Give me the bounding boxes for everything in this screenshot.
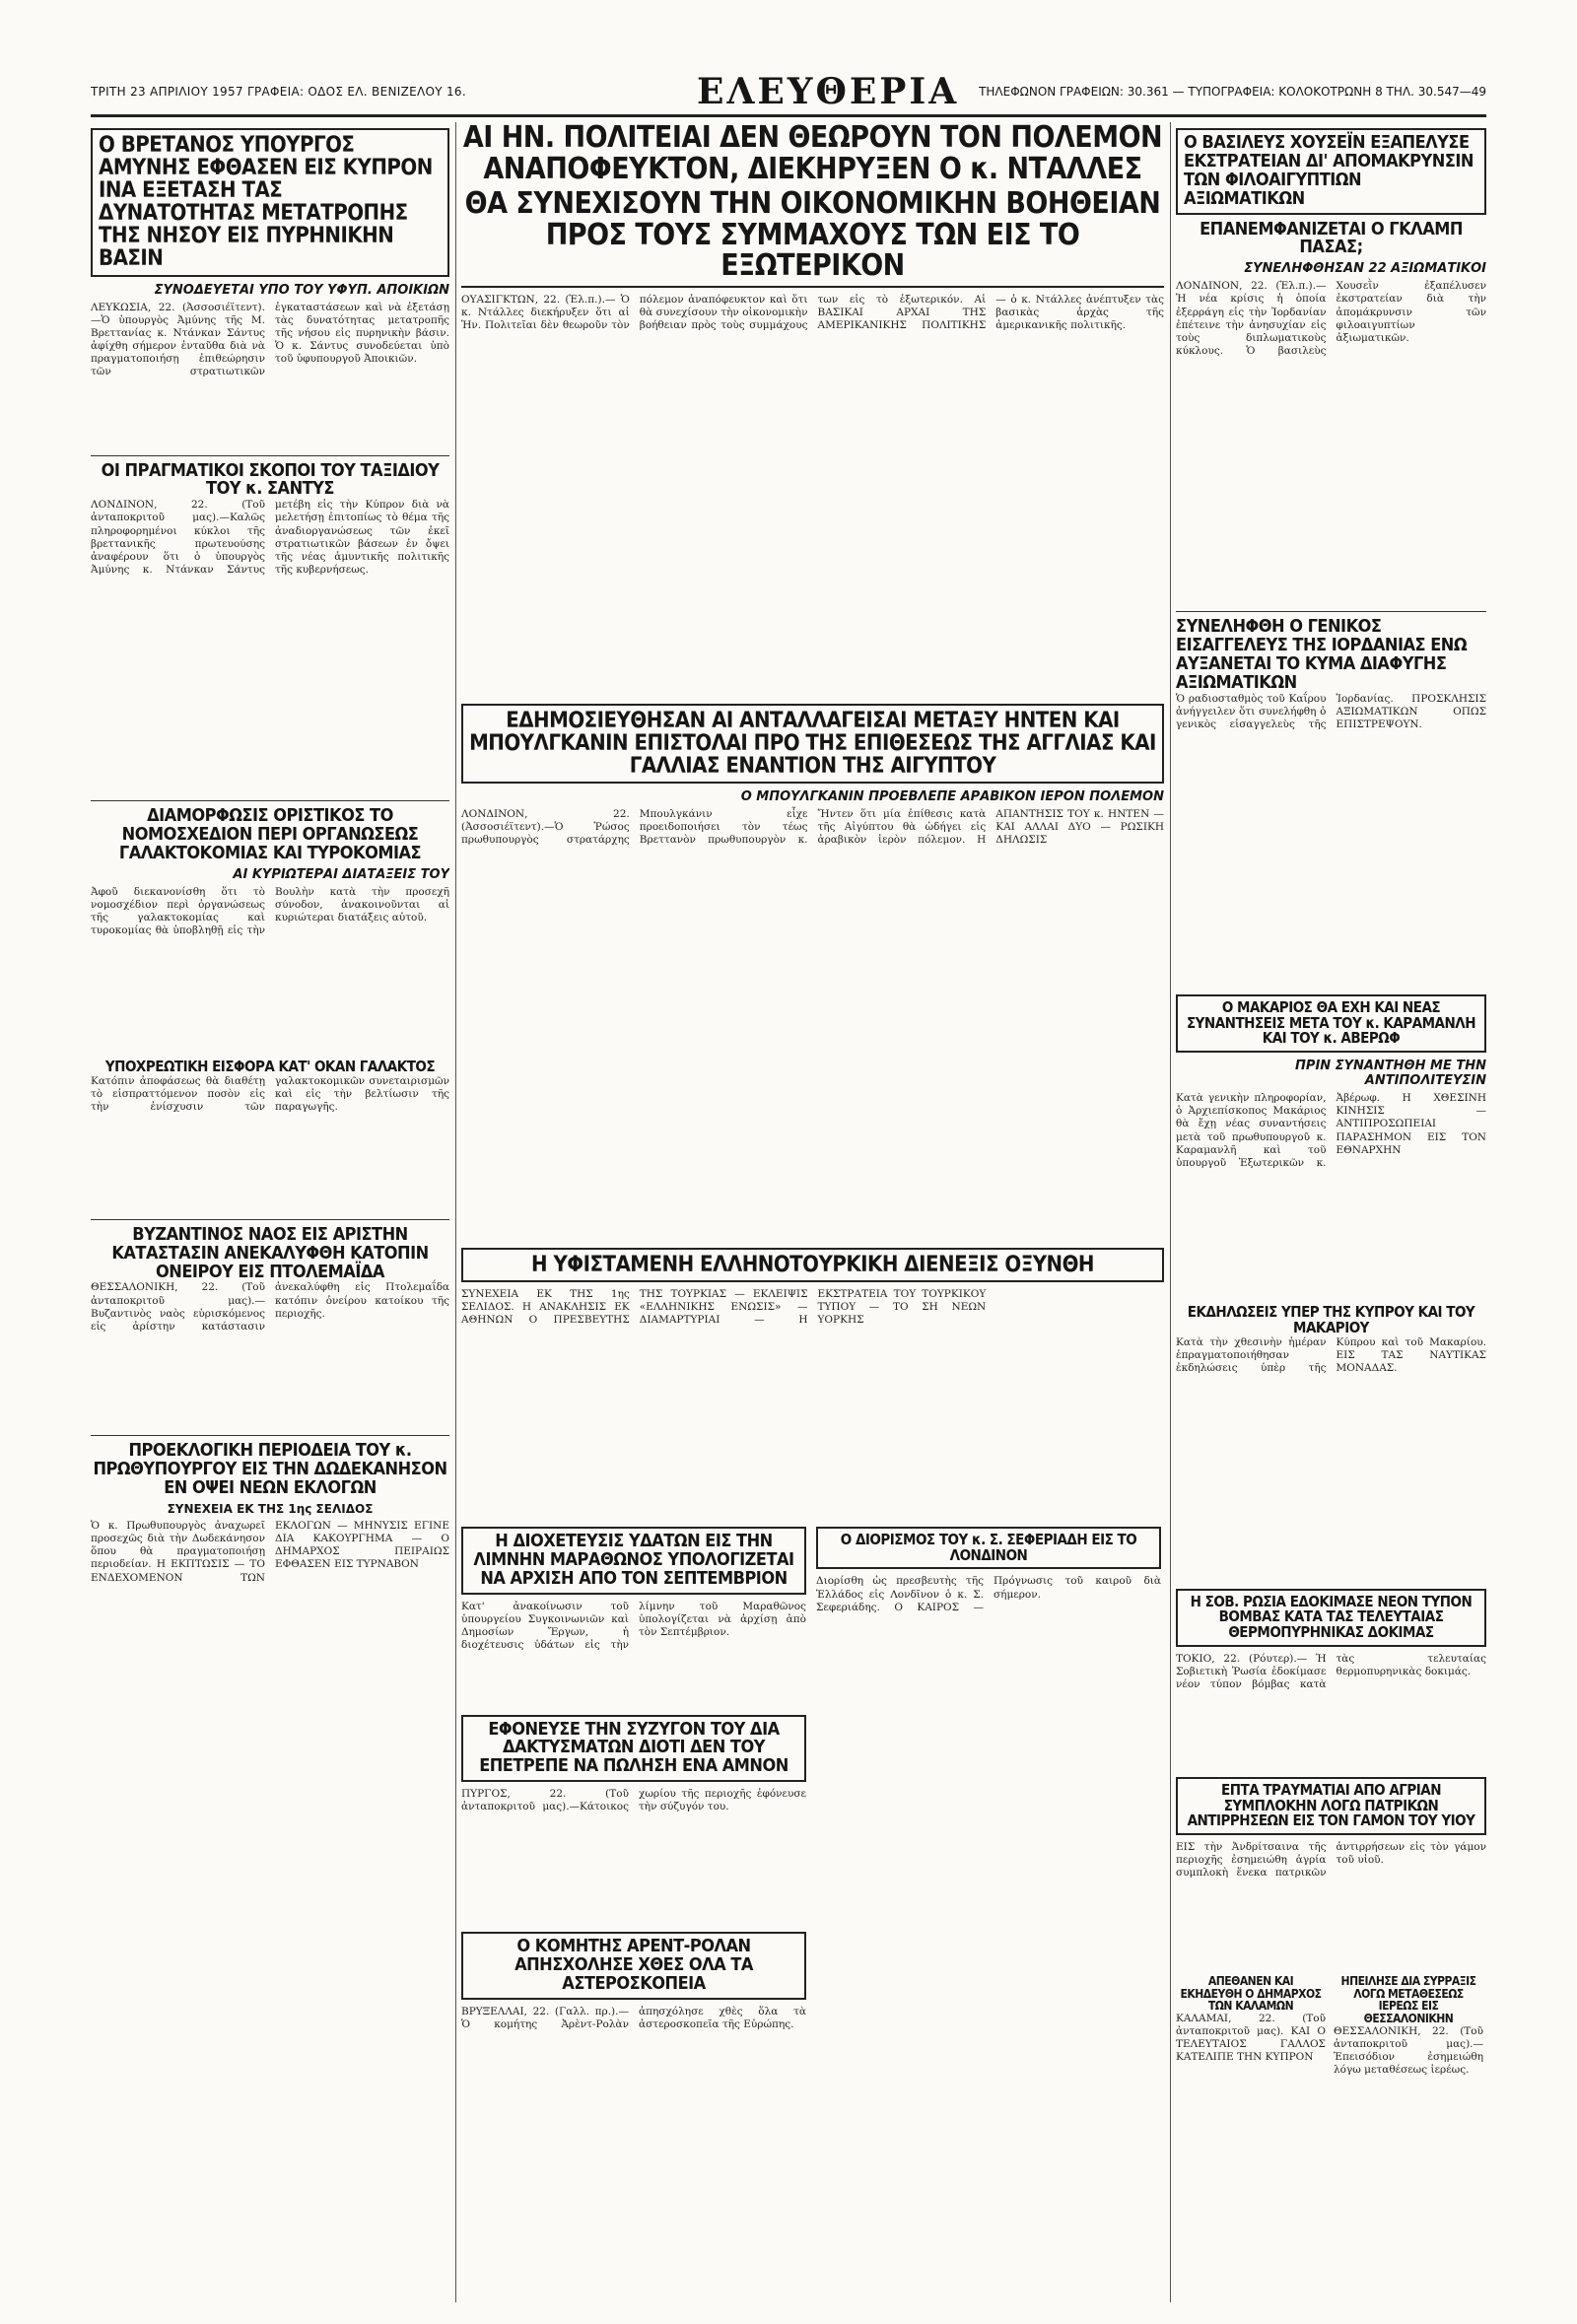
column-right — [1176, 122, 1486, 2302]
article-body: Κατόπιν ἀποφάσεως θὰ διαθέτῃ τὸ εἰσπραττόμενον ποσὸν εἰς τὴν ἐνίσχυσιν τῶν γαλακτοκομικῶν συνεταιρισμῶν καὶ εἰς τὴν βελτίωσιν τῆς παραγωγῆς. — [91, 1074, 449, 1114]
headline: Η ΔΙΟΧΕΤΕΥΣΙΣ ΥΔΑΤΩΝ ΕΙΣ ΤΗΝ ΛΙΜΝΗΝ ΜΑΡΑΘΩΝΟΣ ΥΠΟΛΟΓΙΖΕΤΑΙ ΝΑ ΑΡΧΙΣΗ ΑΠΟ ΤΟΝ ΣΕΠΤΕΜΒΡΙΟΝ — [473, 1530, 794, 1589]
subheadline: ΣΥΝΕΛΗΦΘΗΣΑΝ 22 ΑΞΙΩΜΑΤΙΚΟΙ — [1244, 261, 1486, 277]
headline: ΕΚΔΗΛΩΣΕΙΣ ΥΠΕΡ ΤΗΣ ΚΥΠΡΟΥ ΚΑΙ ΤΟΥ ΜΑΚΑΡΙΟΥ — [1187, 1303, 1475, 1336]
sub-column-left — [1176, 1975, 1326, 2162]
article-body: ΛΟΝΔΙΝΟΝ, 22. (Τοῦ ἀνταποκριτοῦ μας).—Καλῶς πληροφορημένοι κύκλοι τῆς βρεττανικῆς πρωτευούσης ἀναφέρουν ὅτι ὁ ὑπουργὸς Ἀμύνης κ. Ντάνκαν Σάντυς μετέβη εἰς τὴν Κύπρον διὰ νὰ μελετήσῃ ἐπιτοπίως τὸ θέμα τῆς ἀναδιοργανώσεως τῶν ἐκεῖ στρατιωτικῶν βάσεων ἐν ὄψει τῆς νέας ἀμυντικῆς πολιτικῆς τῆς κυβερνήσεως. — [91, 499, 449, 576]
article-body: ΚΑΛΑΜΑΙ, 22. (Τοῦ ἀνταποκριτοῦ μας). ΚΑΙ Ο ΤΕΛΕΥΤΑΙΟΣ ΓΑΛΛΟΣ ΚΑΤΕΛΙΠΕ ΤΗΝ ΚΥΠΡΟΝ — [1176, 2012, 1326, 2064]
article-body: Ἀφοῦ διεκανονίσθη ὅτι τὸ νομοσχέδιον περὶ ὀργανώσεως τῆς γαλακτοκομίας καὶ τυροκομίας θὰ ὑποβληθῇ εἰς τὴν Βουλὴν κατὰ τὴν προσεχῆ σύνοδον, ἀνακοινοῦνται αἱ κυριώτεραι διατάξεις αὐτοῦ. — [91, 886, 449, 937]
masthead-date-address: ΤΡΙΤΗ 23 ΑΠΡΙΛΙΟΥ 1957 ΓΡΑΦΕΙΑ: ΟΔΟΣ ΕΛ. ΒΕΝΙΖΕΛΟΥ 16. — [91, 85, 466, 99]
article-body: ΒΡΥΞΕΛΛΑΙ, 22. (Γαλλ. πρ.).—Ὁ κομήτης Ἀρὲντ-Ρολὰν ἀπησχόλησε χθὲς ὅλα τὰ ἀστεροσκοπεῖα τῆς Εὐρώπης. — [461, 2005, 806, 2031]
subheadline: ΣΥΝΟΔΕΥΕΤΑΙ ΥΠΟ ΤΟΥ ΥΦΥΠ. ΑΠΟΙΚΙΩΝ — [154, 282, 449, 298]
article-murder-pyrgos — [461, 1715, 806, 1783]
article-marathon-lake — [461, 1527, 806, 1595]
article-soviet-bomb — [1176, 1589, 1486, 1647]
article-comet — [461, 1932, 806, 2000]
headline: ΠΡΟΕΚΛΟΓΙΚΗ ΠΕΡΙΟΔΕΙΑ ΤΟΥ κ. ΠΡΩΘΥΠΟΥΡΓΟΥ ΕΙΣ ΤΗΝ ΔΩΔΕΚΑΝΗΣΟΝ ΕΝ ΟΨΕΙ ΝΕΩΝ ΕΚΛΟΓΩΝ — [93, 1440, 447, 1499]
article-body: ΘΕΣΣΑΛΟΝΙΚΗ, 22. (Τοῦ ἀνταποκριτοῦ μας).—Ἐπεισόδιον ἐσημειώθη λόγω μεταθέσεως ἱερέως. — [1334, 2024, 1483, 2076]
sub-column-left — [461, 1521, 806, 2228]
masthead-title: ΕΛΕΥΘΕΡΙΑ — [697, 71, 960, 112]
subheadline: Ο ΜΠΟΥΛΓΚΑΝΙΝ ΠΡΟΕΒΛΕΠΕ ΑΡΑΒΙΚΟΝ ΙΕΡΟΝ ΠΟΛΕΜΟΝ — [740, 788, 1164, 804]
headline: Ο ΚΟΜΗΤΗΣ ΑΡΕΝΤ-ΡΟΛΑΝ ΑΠΗΣΧΟΛΗΣΕ ΧΘΕΣ ΟΛΑ ΤΑ ΑΣΤΕΡΟΣΚΟΠΕΙΑ — [514, 1936, 753, 1994]
article-body: ΤΟΚΙΟ, 22. (Ρόυτερ).— Ἡ Σοβιετικὴ Ῥωσία ἐδοκίμασε νέον τύπον βόμβας κατὰ τὰς τελευταίας θερμοπυρηνικὰς δοκιμάς. — [1176, 1652, 1486, 1691]
article-king-hussein — [1176, 128, 1486, 215]
headline: Η ΣΟΒ. ΡΩΣΙΑ ΕΔΟΚΙΜΑΣΕ ΝΕΟΝ ΤΥΠΟΝ ΒΟΜΒΑΣ ΚΑΤΑ ΤΑΣ ΤΕΛΕΥΤΑΙΑΣ ΘΕΡΜΟΠΥΡΗΝΙΚΑΣ ΔΟΚΙΜΑΣ — [1190, 1592, 1473, 1642]
article-greek-turkish-dispute — [461, 1248, 1164, 1282]
headline: Ο ΜΑΚΑΡΙΟΣ ΘΑ ΕΧΗ ΚΑΙ ΝΕΑΣ ΣΥΝΑΝΤΗΣΕΙΣ ΜΕΤΑ ΤΟΥ κ. ΚΑΡΑΜΑΝΛΗ ΚΑΙ ΤΟΥ κ. ΑΒΕΡΩΦ — [1186, 997, 1476, 1048]
article-body: Διορίσθη ὡς πρεσβευτὴς τῆς Ἑλλάδος εἰς Λονδῖνον ὁ κ. Σ. Σεφεριάδης. Ο ΚΑΙΡΟΣ — Πρόγνωσις τοῦ καιροῦ διὰ σήμερον. — [816, 1575, 1161, 1613]
headline: Η ΥΦΙΣΤΑΜΕΝΗ ΕΛΛΗΝΟΤΟΥΡΚΙΚΗ ΔΙΕΝΕΞΙΣ ΟΞΥΝΘΗ — [531, 1252, 1094, 1277]
headline: ΒΥΖΑΝΤΙΝΟΣ ΝΑΟΣ ΕΙΣ ΑΡΙΣΤΗΝ ΚΑΤΑΣΤΑΣΙΝ ΑΝΕΚΑΛΥΦΘΗ ΚΑΤΟΠΙΝ ΟΝΕΙΡΟΥ ΕΙΣ ΠΤΟΛΕΜΑΪΔΑ — [111, 1223, 429, 1282]
article-body: ΣΥΝΕΧΕΙΑ ΕΚ ΤΗΣ 1ης ΣΕΛΙΔΟΣ. Η ΑΝΑΚΛΗΣΙΣ ΕΚ ΑΘΗΝΩΝ Ο ΠΡΕΣΒΕΥΤΗΣ ΤΗΣ ΤΟΥΡΚΙΑΣ — ΕΚΛΕΙΨΙΣ «ΕΛΛΗΝΙΚΗΣ ΕΝΩΣΙΣ» — ΔΙΑΜΑΡΤΥΡΙΑΙ — Η ΕΚΣΤΡΑΤΕΙΑ ΤΟΥ ΤΟΥΡΚΙΚΟΥ ΤΥΠΟΥ — ΤΟ ΣΗ ΝΕΩΝ ΥΟΡΚΗΣ — [461, 1287, 987, 1327]
headline: ΥΠΟΧΡΕΩΤΙΚΗ ΕΙΣΦΟΡΑ ΚΑΤ' ΟΚΑΝ ΓΑΛΑΚΤΟΣ — [104, 1058, 436, 1076]
article-body: ΛΟΝΔΙΝΟΝ, 22. (Ἀσσοσιέϊτεντ).—Ὁ Ῥώσος πρωθυπουργὸς στρατάρχης Μπουλγκάνιν εἶχε προειδοποιήσει τὸν τέως Βρεττανὸν πρωθυπουργὸν κ. Ἤντεν ὅτι μία ἐπίθεσις κατὰ τῆς Αἰγύπτου θὰ ὡδήγει εἰς ἀραβικὸν ἱερὸν πόλεμον. Η ΑΠΑΝΤΗΣΙΣ ΤΟΥ κ. ΗΝΤΕΝ — ΚΑΙ ΑΛΛΑΙ ΔΥΟ — ΡΩΣΙΚΗ ΔΗΛΩΣΙΣ — [461, 807, 1164, 847]
article-body: ΠΥΡΓΟΣ, 22. (Τοῦ ἀνταποκριτοῦ μας).—Κάτοικος χωρίου τῆς περιοχῆς ἐφόνευσε τὴν σύζυγόν του. — [461, 1788, 806, 1813]
column-left — [91, 122, 449, 2302]
main-headline-secondary: ΘΑ ΣΥΝΕΧΙΣΟΥΝ ΤΗΝ ΟΙΚΟΝΟΜΙΚΗΝ ΒΟΗΘΕΙΑΝ ΠΡΟΣ ΤΟΥΣ ΣΥΜΜΑΧΟΥΣ ΤΩΝ ΕΙΣ ΤΟ ΕΞΩΤΕΡΙΚΟΝ — [464, 186, 1161, 283]
headline: ΗΠΕΙΛΗΣΕ ΔΙΑ ΣΥΡΡΑΞΙΣ ΛΟΓΩ ΜΕΤΑΘΕΣΕΩΣ ΙΕΡΕΩΣ ΕΙΣ ΘΕΣΣΑΛΟΝΙΚΗΝ — [1340, 1974, 1476, 2025]
subheadline: ΑΙ ΚΥΡΙΩΤΕΡΑΙ ΔΙΑΤΑΞΕΙΣ ΤΟΥ — [233, 867, 449, 883]
article-dulles — [461, 122, 1164, 288]
column-center — [461, 122, 1164, 2302]
masthead-phones: ΤΗΛΕΦΩΝΟΝ ΓΡΑΦΕΙΩΝ: 30.361 — ΤΥΠΟΓΡΑΦΕΙΑ: ΚΟΛΟΚΟΤΡΩΝΗ 8 ΤΗΛ. 30.547—49 — [979, 85, 1486, 99]
article-body: Ὁ ραδιοσταθμὸς τοῦ Καΐρου ἀνήγγειλεν ὅτι συνελήφθη ὁ γενικὸς εἰσαγγελεὺς τῆς Ἰορδανίας. ΠΡΟΣΚΛΗΣΙΣ ΑΞΙΩΜΑΤΙΚΩΝ ΟΠΩΣ ΕΠΙΣΤΡΕΨΟΥΝ. — [1176, 692, 1486, 731]
main-headline: ΑΙ ΗΝ. ΠΟΛΙΤΕΙΑΙ ΔΕΝ ΘΕΩΡΟΥΝ ΤΟΝ ΠΟΛΕΜΟΝ ΑΝΑΠΟΦΕΥΚΤΟΝ, ΔΙΕΚΗΡΥΞΕΝ Ο κ. ΝΤΑΛΛΕΣ — [462, 122, 1163, 186]
headline: ΔΙΑΜΟΡΦΩΣΙΣ ΟΡΙΣΤΙΚΟΣ ΤΟ ΝΟΜΟΣΧΕΔΙΟΝ ΠΕΡΙ ΟΡΓΑΝΩΣΕΩΣ ΓΑΛΑΚΤΟΚΟΜΙΑΣ ΚΑΙ ΤΥΡΟΚΟΜΙΑΣ — [118, 805, 422, 864]
article-eden-bulganin-letters — [461, 704, 1164, 784]
headline: Ο ΒΑΣΙΛΕΥΣ ΧΟΥΣΕΪΝ ΕΞΑΠΕΛΥΣΕ ΕΚΣΤΡΑΤΕΙΑΝ ΔΙ' ΑΠΟΜΑΚΡΥΝΣΙΝ ΤΩΝ ΦΙΛΟΑΙΓΥΠΤΙΩΝ ΑΞΙΩΜΑΤΙΚΩΝ — [1184, 132, 1474, 209]
headline-secondary: ΕΠΑΝΕΜΦΑΝΙΖΕΤΑΙ Ο ΓΚΛΑΜΠ ΠΑΣΑΣ; — [1200, 218, 1463, 258]
masthead — [91, 71, 1486, 117]
article-seferiadis — [816, 1527, 1161, 1570]
subheadline: ΣΥΝΕΧΕΙΑ ΕΚ ΤΗΣ 1ης ΣΕΛΙΔΟΣ — [167, 1502, 374, 1517]
headline: ΣΥΝΕΛΗΦΘΗ Ο ΓΕΝΙΚΟΣ ΕΙΣΑΓΓΕΛΕΥΣ ΤΗΣ ΙΟΡΔΑΝΙΑΣ ΕΝΩ ΑΥΞΑΝΕΤΑΙ ΤΟ ΚΥΜΑ ΔΙΑΦΥΓΗΣ ΑΞΙΩΜΑΤΙΚΩΝ — [1176, 616, 1468, 694]
headline: ΕΔΗΜΟΣΙΕΥΘΗΣΑΝ ΑΙ ΑΝΤΑΛΛΑΓΕΙΣΑΙ ΜΕΤΑΞΥ ΗΝΤΕΝ ΚΑΙ ΜΠΟΥΛΓΚΑΝΙΝ ΕΠΙΣΤΟΛΑΙ ΠΡΟ ΤΗΣ ΕΠΙΘΕΣΕΩΣ ΤΗΣ ΑΓΓΛΙΑΣ ΚΑΙ ΓΑΛΛΙΑΣ ΕΝΑΝΤΙΟΝ ΤΗΣ ΑΙΓΥΠΤΟΥ — [469, 708, 1156, 779]
headline: ΕΠΤΑ ΤΡΑΥΜΑΤΙΑΙ ΑΠΟ ΑΓΡΙΑΝ ΣΥΜΠΛΟΚΗΝ ΛΟΓΩ ΠΑΤΡΙΚΩΝ ΑΝΤΙΡΡΗΣΕΩΝ ΕΙΣ ΤΟΝ ΓΑΜΟΝ ΤΟΥ ΥΙΟΥ — [1187, 1780, 1475, 1830]
headline: ΕΦΟΝΕΥΣΕ ΤΗΝ ΣΥΖΥΓΟΝ ΤΟΥ ΔΙΑ ΔΑΚΤΥΣΜΑΤΩΝ ΔΙΟΤΙ ΔΕΝ ΤΟΥ ΕΠΕΤΡΕΠΕ ΝΑ ΠΩΛΗΣΗ ΕΝΑ ΑΜΝΟΝ — [479, 1718, 788, 1777]
subheadline: ΠΡΙΝ ΣΥΝΑΝΤΗΘΗ ΜΕ ΤΗΝ ΑΝΤΙΠΟΛΙΤΕΥΣΙΝ — [1295, 1059, 1486, 1089]
article-body: ΟΥΑΣΙΓΚΤΩΝ, 22. (Ἑλ.π.).— Ὁ κ. Ντάλλες διεκήρυξεν ὅτι αἱ Ἡν. Πολιτεῖαι δὲν θεωροῦν τὸν πόλεμον ἀναπόφευκτον καὶ ὅτι θὰ συνεχίσουν τὴν οἰκονομικὴν βοήθειαν πρὸς τοὺς συμμάχους των εἰς τὸ ἐξωτερικόν. Αἱ ΒΑΣΙΚΑΙ ΑΡΧΑΙ ΤΗΣ ΑΜΕΡΙΚΑΝΙΚΗΣ ΠΟΛΙΤΙΚΗΣ — ὁ κ. Ντάλλες ἀνέπτυξεν τὰς βασικὰς ἀρχὰς τῆς ἀμερικανικῆς πολιτικῆς. — [461, 293, 1164, 331]
headline: Ο ΔΙΟΡΙΣΜΟΣ ΤΟΥ κ. Σ. ΣΕΦΕΡΙΑΔΗ ΕΙΣ ΤΟ ΛΟΝΔΙΝΟΝ — [840, 1530, 1137, 1564]
article-body: Κατὰ τὴν χθεσινὴν ἡμέραν ἐπραγματοποιήθησαν ἐκδηλώσεις ὑπὲρ τῆς Κύπρου καὶ τοῦ Μακαρίου. ΕΙΣ ΤΑΣ ΝΑΥΤΙΚΑΣ ΜΟΝΑΔΑΣ. — [1176, 1335, 1486, 1374]
article-body: Ὁ κ. Πρωθυπουργὸς ἀναχωρεῖ προσεχῶς διὰ τὴν Δωδεκάνησον ὅπου θὰ πραγματοποιήσῃ περιοδείαν. Η ΕΚΠΤΩΣΙΣ — ΤΟ ΕΝΔΕΧΟΜΕΝΟΝ ΤΩΝ ΕΚΛΟΓΩΝ — ΜΗΝΥΣΙΣ ΕΓΙΝΕ ΔΙΑ ΚΑΚΟΥΡΓΗΜΑ — Ο ΔΗΜΑΡΧΟΣ ΠΕΙΡΑΙΩΣ ΕΦΘΑΣΕΝ ΕΙΣ ΤΥΡΝΑΒΟΝ — [91, 1520, 449, 1584]
headline: Ο ΒΡΕΤΑΝΟΣ ΥΠΟΥΡΓΟΣ ΑΜΥΝΗΣ ΕΦΘΑΣΕΝ ΕΙΣ ΚΥΠΡΟΝ ΙΝΑ ΕΞΕΤΑΣΗ ΤΑΣ ΔΥΝΑΤΟΤΗΤΑΣ ΜΕΤΑΤΡΟΠΗΣ ΤΗΣ ΝΗΣΟΥ ΕΙΣ ΠΥΡΗΝΙΚΗΝ ΒΑΣΙΝ — [99, 133, 433, 272]
article-body: ΛΟΝΔΙΝΟΝ, 22. (Ἑλ.π.).— Ἡ νέα κρίσις ἡ ὁποία ἐξερράγη εἰς τὴν Ἰορδανίαν ἐπέτεινε τὴν ἀνησυχίαν εἰς τοὺς διπλωματικοὺς κύκλους. Ὁ βασιλεὺς Χουσεῒν ἐξαπέλυσεν ἐκστρατείαν διὰ τὴν ἀπομάκρυνσιν τῶν φιλοαιγυπτίων ἀξιωματικῶν. — [1176, 280, 1486, 357]
headline: ΟΙ ΠΡΑΓΜΑΤΙΚΟΙ ΣΚΟΠΟΙ ΤΟΥ ΤΑΞΙΔΙΟΥ ΤΟΥ κ. ΣΑΝΤΥΣ — [101, 459, 440, 500]
sub-column-right — [816, 1521, 1161, 2228]
sub-column-right — [1334, 1975, 1483, 2162]
article-seven-injured — [1176, 1777, 1486, 1835]
article-british-defence-minister — [91, 128, 449, 277]
article-body: ΛΕΥΚΩΣΙΑ, 22. (Ἀσσοσιέϊτεντ).—Ὁ ὑπουργὸς Ἀμύνης τῆς Μ. Βρεττανίας κ. Ντάνκαν Σάντυς ἀφίχθη σήμερον ἐνταῦθα διὰ νὰ πραγματοποιήσῃ ἐπιθεώρησιν τῶν στρατιωτικῶν ἐγκαταστάσεων καὶ νὰ ἐξετάσῃ τὰς δυνατότητας μετατροπῆς τῆς νήσου εἰς πυρηνικὴν βάσιν. Ὁ κ. Σάντυς συνοδεύεται ὑπὸ τοῦ ὑφυπουργοῦ Ἀποικιῶν. — [91, 301, 449, 378]
article-body: ΘΕΣΣΑΛΟΝΙΚΗ, 22. (Τοῦ ἀνταποκριτοῦ μας).—Βυζαντινὸς ναὸς εὑρισκόμενος εἰς ἀρίστην κατάστασιν ἀνεκαλύφθη εἰς Πτολεμαΐδα κατόπιν ὀνείρου κατοίκου τῆς περιοχῆς. — [91, 1281, 449, 1333]
article-body: ΕΙΣ τὴν Ἀνδρίτσαινα τῆς περιοχῆς ἐσημειώθη ἀγρία συμπλοκὴ ἕνεκα πατρικῶν ἀντιρρήσεων εἰς τὸν γάμον τοῦ υἱοῦ. — [1176, 1841, 1486, 1880]
article-makarios-meetings — [1176, 994, 1486, 1053]
article-body: Κατ' ἀνακοίνωσιν τοῦ ὑπουργείου Συγκοινωνιῶν καὶ Δημοσίων Ἔργων, ἡ διοχέτευσις ὑδάτων εἰς τὴν λίμνην τοῦ Μαραθῶνος ὑπολογίζεται νὰ ἀρχίσῃ ἀπὸ τὸν Σεπτέμβριον. — [461, 1600, 806, 1651]
column-rule — [1170, 122, 1171, 2302]
headline: ΑΠΕΘΑΝΕΝ ΚΑΙ ΕΚΗΔΕΥΘΗ Ο ΔΗΜΑΡΧΟΣ ΤΩΝ ΚΑΛΑΜΩΝ — [1180, 1974, 1322, 2014]
column-rule — [455, 122, 456, 2302]
article-body: Κατὰ γενικὴν πληροφορίαν, ὁ Ἀρχιεπίσκοπος Μακάριος θὰ ἔχῃ νέας συναντήσεις μετὰ τοῦ πρωθυπουργοῦ κ. Καραμανλῆ καὶ τοῦ ὑπουργοῦ Ἐξωτερικῶν κ. Ἀβέρωφ. Η ΧΘΕΣΙΝΗ ΚΙΝΗΣΙΣ — ΑΝΤΙΠΡΟΣΩΠΕΙΑΙ ΠΑΡΑΣΗΜΟΝ ΕΙΣ ΤΟΝ ΕΘΝΑΡΧΗΝ — [1176, 1092, 1486, 1169]
